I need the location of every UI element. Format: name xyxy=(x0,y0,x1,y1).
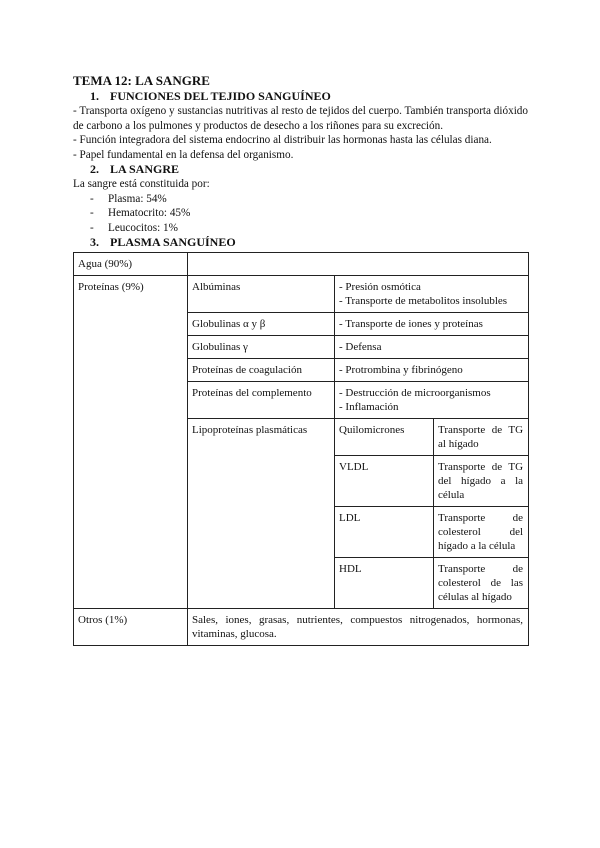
table-cell-complemento-function xyxy=(335,382,529,419)
complemento-function-2: - Inflamación xyxy=(339,401,399,413)
table-cell-quilomicrones-function: Transporte de TG al hígado xyxy=(434,419,529,456)
albuminas-function-2: - Transporte de metabolitos insolubles xyxy=(339,295,508,307)
table-cell-hdl-function: Transporte de colesterol de las células al hígado xyxy=(434,558,529,609)
table-cell-vldl-function: Transporte de TG del hígado a la célula xyxy=(434,456,529,507)
section-2-title: LA SANGRE xyxy=(110,162,180,176)
list-item: - Hematocrito: 45% xyxy=(90,206,528,221)
section-1-line-3: - Papel fundamental en la defensa del organismo. xyxy=(73,148,294,161)
section-2-heading xyxy=(73,162,528,177)
section-2-intro: La sangre está constituida por: xyxy=(73,178,210,190)
table-cell-otros: Otros (1%) xyxy=(74,609,188,646)
table-cell-hdl: HDL xyxy=(335,558,434,609)
document-page xyxy=(73,73,528,646)
albuminas-function-1: - Presión osmótica xyxy=(339,281,421,293)
table-cell-ldl: LDL xyxy=(335,507,434,558)
list-item: - Leucocitos: 1% xyxy=(90,221,528,236)
blood-components-list xyxy=(73,192,528,236)
table-cell-complemento: Proteínas del complemento xyxy=(188,382,335,419)
complemento-function-1: - Destrucción de microorganismos xyxy=(339,387,491,399)
table-cell-coagulacion-function: - Protrombina y fibrinógeno xyxy=(335,359,529,382)
table-cell-globulinas-ab: Globulinas α y β xyxy=(188,313,335,336)
section-2-number: 2. xyxy=(90,162,99,176)
table-cell-otros-content: Sales, iones, grasas, nutrientes, compuestos nitrogenados, hormonas, vitaminas, glucosa. xyxy=(188,609,529,646)
page-title: TEMA 12: LA SANGRE xyxy=(73,73,210,88)
table-cell-proteinas: Proteínas (9%) xyxy=(74,276,188,609)
table-row xyxy=(74,276,529,313)
section-1-line-1: - Transporta oxígeno y sustancias nutritivas al resto de tejidos del cuerpo. También transporta dióxido de carbono a los pulmones y productos de desecho a los riñones para su excreción. xyxy=(73,105,528,132)
section-3-title: PLASMA SANGUÍNEO xyxy=(110,235,236,249)
table-row xyxy=(74,609,529,646)
table-cell-albuminas-function xyxy=(335,276,529,313)
table-cell-coagulacion: Proteínas de coagulación xyxy=(188,359,335,382)
table-cell-globulinas-g: Globulinas γ xyxy=(188,336,335,359)
table-cell-ldl-function: Transporte de colesterol del hígado a la célula xyxy=(434,507,529,558)
section-1-number: 1. xyxy=(90,89,99,103)
table-cell-lipoproteinas: Lipoproteínas plasmáticas xyxy=(188,419,335,609)
section-1-heading xyxy=(73,89,528,104)
table-cell-albuminas: Albúminas xyxy=(188,276,335,313)
section-3-heading xyxy=(73,235,528,250)
section-1-line-2: - Función integradora del sistema endocrino al distribuir las hormonas hasta las células diana. xyxy=(73,134,492,146)
table-cell-vldl: VLDL xyxy=(335,456,434,507)
table-cell-quilomicrones: Quilomicrones xyxy=(335,419,434,456)
list-item: - Plasma: 54% xyxy=(90,192,528,207)
table-cell-agua: Agua (90%) xyxy=(74,253,188,276)
table-cell-globulinas-ab-function: - Transporte de iones y proteínas xyxy=(335,313,529,336)
plasma-table xyxy=(73,252,529,646)
table-row xyxy=(74,253,529,276)
table-cell-empty xyxy=(188,253,529,276)
table-cell-globulinas-g-function: - Defensa xyxy=(335,336,529,359)
section-3-number: 3. xyxy=(90,235,99,249)
section-1-title: FUNCIONES DEL TEJIDO SANGUÍNEO xyxy=(110,89,331,103)
